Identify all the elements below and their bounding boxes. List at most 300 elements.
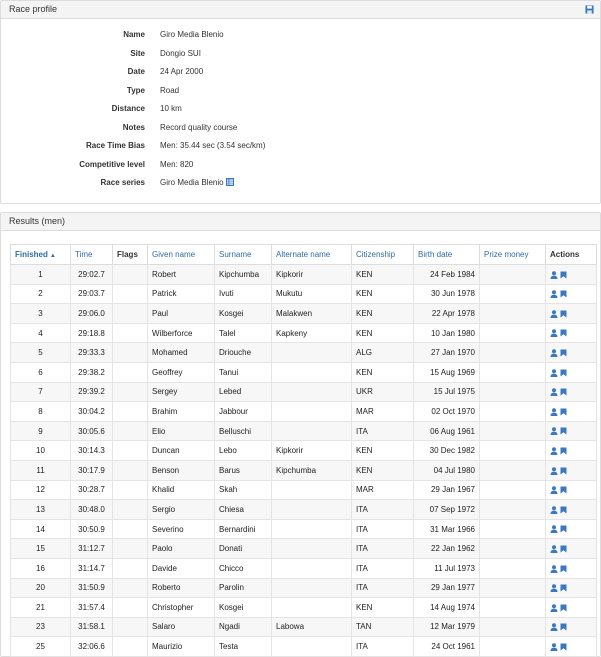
prize-money-cell [480, 519, 546, 539]
finished-cell: 12 [11, 480, 71, 500]
profile-value-text: Dongio SUI [160, 49, 201, 58]
profile-row-race-time-bias [1, 140, 401, 152]
actions-cell [546, 460, 597, 480]
results-panel [0, 212, 601, 657]
given-name-cell: Robert [148, 265, 215, 285]
time-cell: 30:14.3 [71, 441, 113, 461]
bookmark-icon[interactable] [560, 643, 567, 651]
time-cell: 29:38.2 [71, 362, 113, 382]
citizenship-cell: KEN [352, 265, 414, 285]
birth-date-cell: 02 Oct 1970 [414, 402, 480, 422]
birth-date-cell: 24 Feb 1984 [414, 265, 480, 285]
alternate-name-cell [272, 362, 352, 382]
column-header-label: Surname [219, 250, 252, 259]
table-row [11, 558, 597, 578]
citizenship-cell: UKR [352, 382, 414, 402]
flags-cell [113, 500, 148, 520]
athlete-profile-icon[interactable] [550, 623, 558, 631]
surname-cell: Testa [215, 637, 272, 657]
prize-money-cell [480, 480, 546, 500]
profile-label: Type [126, 86, 145, 95]
results-body [11, 265, 597, 657]
given-name-cell: Duncan [148, 441, 215, 461]
flags-cell [113, 421, 148, 441]
table-row [11, 441, 597, 461]
column-header-surname[interactable] [215, 245, 272, 265]
column-header-alternate-name[interactable] [272, 245, 352, 265]
profile-row-type [1, 85, 401, 97]
prize-money-cell [480, 441, 546, 461]
finished-cell: 6 [11, 362, 71, 382]
time-cell: 29:03.7 [71, 284, 113, 304]
birth-date-cell: 14 Aug 1974 [414, 598, 480, 618]
birth-date-cell: 06 Aug 1961 [414, 421, 480, 441]
actions-cell [546, 362, 597, 382]
sort-ascending-icon: ▲ [49, 253, 56, 259]
citizenship-cell: KEN [352, 441, 414, 461]
actions-cell [546, 265, 597, 285]
column-header-label: Flags [117, 250, 138, 259]
profile-row-name [1, 29, 401, 41]
table-row [11, 265, 597, 285]
birth-date-cell: 10 Jan 1980 [414, 323, 480, 343]
surname-cell: Kosgei [215, 304, 272, 324]
athlete-profile-icon[interactable] [550, 467, 558, 475]
time-cell: 29:33.3 [71, 343, 113, 363]
birth-date-cell: 29 Jan 1977 [414, 578, 480, 598]
given-name-cell: Roberto [148, 578, 215, 598]
alternate-name-cell [272, 480, 352, 500]
flags-cell [113, 558, 148, 578]
prize-money-cell [480, 539, 546, 559]
surname-cell: Kosgei [215, 598, 272, 618]
table-row [11, 578, 597, 598]
time-cell: 30:04.2 [71, 402, 113, 422]
flags-cell [113, 402, 148, 422]
athlete-profile-icon[interactable] [550, 388, 558, 396]
time-cell: 30:48.0 [71, 500, 113, 520]
alternate-name-cell: Kipkorir [272, 441, 352, 461]
prize-money-cell [480, 500, 546, 520]
time-cell: 30:28.7 [71, 480, 113, 500]
column-header-given-name[interactable] [148, 245, 215, 265]
table-row [11, 362, 597, 382]
athlete-profile-icon[interactable] [550, 310, 558, 318]
prize-money-cell [480, 421, 546, 441]
prize-money-cell [480, 598, 546, 618]
given-name-cell: Benson [148, 460, 215, 480]
profile-row-notes [1, 122, 401, 134]
athlete-profile-icon[interactable] [550, 565, 558, 573]
flags-cell [113, 480, 148, 500]
prize-money-cell [480, 265, 546, 285]
athlete-profile-icon[interactable] [550, 643, 558, 651]
given-name-cell: Mohamed [148, 343, 215, 363]
bookmark-icon[interactable] [560, 271, 567, 279]
alternate-name-cell: Kipchumba [272, 460, 352, 480]
results-header-row [11, 245, 597, 265]
race-profile-panel [0, 0, 601, 204]
bookmark-icon[interactable] [560, 623, 567, 631]
birth-date-cell: 24 Oct 1961 [414, 637, 480, 657]
surname-cell: Ngadi [215, 617, 272, 637]
bookmark-icon[interactable] [560, 290, 567, 298]
actions-cell [546, 578, 597, 598]
actions-cell [546, 343, 597, 363]
time-cell: 31:12.7 [71, 539, 113, 559]
flags-cell [113, 304, 148, 324]
athlete-profile-icon[interactable] [550, 290, 558, 298]
birth-date-cell: 29 Jan 1967 [414, 480, 480, 500]
column-header-actions [546, 245, 597, 265]
results-heading [1, 213, 600, 231]
profile-value [160, 85, 179, 97]
alternate-name-cell [272, 558, 352, 578]
actions-cell [546, 402, 597, 422]
time-cell: 30:17.9 [71, 460, 113, 480]
prize-money-cell [480, 343, 546, 363]
bookmark-icon[interactable] [560, 545, 567, 553]
surname-cell: Lebo [215, 441, 272, 461]
actions-cell [546, 539, 597, 559]
profile-label: Race Time Bias [86, 141, 145, 150]
profile-value [160, 159, 193, 171]
bookmark-icon[interactable] [560, 447, 567, 455]
column-header-label: Finished [15, 250, 48, 259]
table-row [11, 460, 597, 480]
table-row [11, 421, 597, 441]
actions-cell [546, 558, 597, 578]
given-name-cell: Salaro [148, 617, 215, 637]
alternate-name-cell [272, 500, 352, 520]
flags-cell [113, 578, 148, 598]
citizenship-cell: ITA [352, 637, 414, 657]
time-cell: 30:05.6 [71, 421, 113, 441]
athlete-profile-icon[interactable] [550, 329, 558, 337]
profile-value [160, 66, 203, 78]
given-name-cell: Wilberforce [148, 323, 215, 343]
citizenship-cell: ITA [352, 578, 414, 598]
bookmark-icon[interactable] [560, 388, 567, 396]
profile-value [160, 140, 265, 152]
citizenship-cell: KEN [352, 460, 414, 480]
surname-cell: Skah [215, 480, 272, 500]
bookmark-icon[interactable] [560, 506, 567, 514]
finished-cell: 11 [11, 460, 71, 480]
alternate-name-cell [272, 343, 352, 363]
table-row [11, 284, 597, 304]
profile-row-site [1, 48, 401, 60]
flags-cell [113, 637, 148, 657]
profile-row-competitive-level [1, 159, 401, 171]
birth-date-cell: 07 Sep 1972 [414, 500, 480, 520]
table-row [11, 637, 597, 657]
athlete-profile-icon[interactable] [550, 408, 558, 416]
alternate-name-cell: Labowa [272, 617, 352, 637]
column-header-time[interactable] [71, 245, 113, 265]
athlete-profile-icon[interactable] [550, 604, 558, 612]
citizenship-cell: ALG [352, 343, 414, 363]
surname-cell: Talel [215, 323, 272, 343]
table-row [11, 500, 597, 520]
flags-cell [113, 362, 148, 382]
column-header-label: Actions [550, 250, 580, 259]
table-row [11, 539, 597, 559]
table-row [11, 304, 597, 324]
time-cell: 30:50.9 [71, 519, 113, 539]
flags-cell [113, 539, 148, 559]
profile-value-text: Men: 820 [160, 160, 194, 169]
surname-cell: Lebed [215, 382, 272, 402]
citizenship-cell: KEN [352, 598, 414, 618]
athlete-profile-icon[interactable] [550, 447, 558, 455]
time-cell: 29:18.8 [71, 323, 113, 343]
table-row [11, 519, 597, 539]
given-name-cell: Geoffrey [148, 362, 215, 382]
prize-money-cell [480, 382, 546, 402]
citizenship-cell: KEN [352, 284, 414, 304]
citizenship-cell: ITA [352, 500, 414, 520]
time-cell: 29:06.0 [71, 304, 113, 324]
profile-label: Distance [111, 104, 145, 113]
surname-cell: Barus [215, 460, 272, 480]
flags-cell [113, 265, 148, 285]
flags-cell [113, 617, 148, 637]
citizenship-cell: ITA [352, 558, 414, 578]
finished-cell: 4 [11, 323, 71, 343]
table-row [11, 402, 597, 422]
bookmark-icon[interactable] [560, 369, 567, 377]
birth-date-cell: 15 Jul 1975 [414, 382, 480, 402]
surname-cell: Kipchumba [215, 265, 272, 285]
actions-cell [546, 500, 597, 520]
flags-cell [113, 519, 148, 539]
bookmark-icon[interactable] [560, 467, 567, 475]
table-row [11, 343, 597, 363]
citizenship-cell: KEN [352, 323, 414, 343]
finished-cell: 5 [11, 343, 71, 363]
finished-cell: 16 [11, 558, 71, 578]
profile-value-text: 24 Apr 2000 [160, 67, 204, 76]
prize-money-cell [480, 323, 546, 343]
alternate-name-cell: Malakwen [272, 304, 352, 324]
flags-cell [113, 441, 148, 461]
time-cell: 31:50.9 [71, 578, 113, 598]
bookmark-icon[interactable] [560, 584, 567, 592]
profile-value [160, 29, 224, 41]
citizenship-cell: KEN [352, 304, 414, 324]
time-cell: 31:57.4 [71, 598, 113, 618]
surname-cell: Chiesa [215, 500, 272, 520]
given-name-cell: Patrick [148, 284, 215, 304]
surname-cell: Parolin [215, 578, 272, 598]
flags-cell [113, 323, 148, 343]
profile-value [160, 122, 237, 134]
alternate-name-cell [272, 598, 352, 618]
finished-cell: 2 [11, 284, 71, 304]
bookmark-icon[interactable] [560, 525, 567, 533]
athlete-profile-icon[interactable] [550, 525, 558, 533]
actions-cell [546, 598, 597, 618]
series-list-icon[interactable] [226, 178, 234, 186]
profile-value [160, 103, 182, 115]
surname-cell: Donati [215, 539, 272, 559]
finished-cell: 8 [11, 402, 71, 422]
prize-money-cell [480, 304, 546, 324]
prize-money-cell [480, 284, 546, 304]
bookmark-icon[interactable] [560, 486, 567, 494]
athlete-profile-icon[interactable] [550, 369, 558, 377]
profile-label: Site [130, 49, 145, 58]
actions-cell [546, 323, 597, 343]
prize-money-cell [480, 402, 546, 422]
column-header-label: Birth date [418, 250, 453, 259]
prize-money-cell [480, 362, 546, 382]
finished-cell: 15 [11, 539, 71, 559]
profile-value-text[interactable]: Giro Media Blenio [160, 178, 224, 187]
citizenship-cell: ITA [352, 539, 414, 559]
finished-cell: 20 [11, 578, 71, 598]
bookmark-icon[interactable] [560, 565, 567, 573]
alternate-name-cell [272, 402, 352, 422]
column-header-label: Alternate name [276, 250, 331, 259]
athlete-profile-icon[interactable] [550, 506, 558, 514]
athlete-profile-icon[interactable] [550, 427, 558, 435]
alternate-name-cell: Mukutu [272, 284, 352, 304]
time-cell: 29:39.2 [71, 382, 113, 402]
actions-cell [546, 480, 597, 500]
birth-date-cell: 30 Jun 1978 [414, 284, 480, 304]
prize-money-cell [480, 637, 546, 657]
birth-date-cell: 22 Apr 1978 [414, 304, 480, 324]
time-cell: 29:02.7 [71, 265, 113, 285]
save-icon[interactable] [585, 5, 594, 14]
prize-money-cell [480, 578, 546, 598]
alternate-name-cell: Kipkorir [272, 265, 352, 285]
prize-money-cell [480, 558, 546, 578]
table-row [11, 480, 597, 500]
finished-cell: 1 [11, 265, 71, 285]
profile-value-text: Record quality course [160, 123, 238, 132]
bookmark-icon[interactable] [560, 310, 567, 318]
profile-label: Race series [100, 178, 145, 187]
given-name-cell: Maurizio [148, 637, 215, 657]
column-header-citizenship[interactable] [352, 245, 414, 265]
race-profile-title: Race profile [9, 4, 58, 14]
profile-label: Competitive level [79, 160, 145, 169]
given-name-cell: Paul [148, 304, 215, 324]
alternate-name-cell [272, 382, 352, 402]
profile-value-text: Giro Media Blenio [160, 30, 224, 39]
column-header-label: Time [75, 250, 93, 259]
actions-cell [546, 382, 597, 402]
flags-cell [113, 460, 148, 480]
finished-cell: 10 [11, 441, 71, 461]
finished-cell: 14 [11, 519, 71, 539]
profile-value-text: 10 km [160, 104, 182, 113]
athlete-profile-icon[interactable] [550, 545, 558, 553]
given-name-cell: Brahim [148, 402, 215, 422]
bookmark-icon[interactable] [560, 349, 567, 357]
column-header-birth-date[interactable] [414, 245, 480, 265]
birth-date-cell: 04 Jul 1980 [414, 460, 480, 480]
profile-row-distance [1, 103, 401, 115]
bookmark-icon[interactable] [560, 329, 567, 337]
birth-date-cell: 15 Aug 1969 [414, 362, 480, 382]
column-header-finished[interactable] [11, 245, 71, 265]
given-name-cell: Davide [148, 558, 215, 578]
bookmark-icon[interactable] [560, 408, 567, 416]
profile-value-text: Men: 35.44 sec (3.54 sec/km) [160, 141, 266, 150]
time-cell: 31:14.7 [71, 558, 113, 578]
given-name-cell: Sergio [148, 500, 215, 520]
bookmark-icon[interactable] [560, 604, 567, 612]
column-header-label: Citizenship [356, 250, 396, 259]
column-header-label: Given name [152, 250, 196, 259]
results-title: Results (men) [9, 216, 66, 226]
citizenship-cell: KEN [352, 362, 414, 382]
finished-cell: 9 [11, 421, 71, 441]
column-header-flags [113, 245, 148, 265]
time-cell: 32:06.6 [71, 637, 113, 657]
alternate-name-cell [272, 637, 352, 657]
prize-money-cell [480, 617, 546, 637]
flags-cell [113, 343, 148, 363]
given-name-cell: Khalid [148, 480, 215, 500]
surname-cell: Driouche [215, 343, 272, 363]
athlete-profile-icon[interactable] [550, 349, 558, 357]
profile-value[interactable] [160, 177, 234, 189]
alternate-name-cell [272, 519, 352, 539]
athlete-profile-icon[interactable] [550, 486, 558, 494]
athlete-profile-icon[interactable] [550, 584, 558, 592]
actions-cell [546, 284, 597, 304]
given-name-cell: Elio [148, 421, 215, 441]
results-table [10, 244, 597, 657]
finished-cell: 21 [11, 598, 71, 618]
column-header-label: Prize money [484, 250, 529, 259]
alternate-name-cell: Kapkeny [272, 323, 352, 343]
actions-cell [546, 304, 597, 324]
given-name-cell: Severino [148, 519, 215, 539]
actions-cell [546, 519, 597, 539]
column-header-prize-money[interactable] [480, 245, 546, 265]
athlete-profile-icon[interactable] [550, 271, 558, 279]
profile-label: Notes [122, 123, 145, 132]
surname-cell: Chicco [215, 558, 272, 578]
profile-row-race-series [1, 177, 401, 189]
alternate-name-cell [272, 578, 352, 598]
profile-label: Date [127, 67, 145, 76]
surname-cell: Tanui [215, 362, 272, 382]
flags-cell [113, 598, 148, 618]
birth-date-cell: 11 Jul 1973 [414, 558, 480, 578]
flags-cell [113, 284, 148, 304]
actions-cell [546, 441, 597, 461]
citizenship-cell: MAR [352, 402, 414, 422]
finished-cell: 7 [11, 382, 71, 402]
bookmark-icon[interactable] [560, 427, 567, 435]
table-row [11, 382, 597, 402]
actions-cell [546, 421, 597, 441]
profile-row-date [1, 66, 401, 78]
alternate-name-cell [272, 421, 352, 441]
actions-cell [546, 637, 597, 657]
time-cell: 31:58.1 [71, 617, 113, 637]
citizenship-cell: TAN [352, 617, 414, 637]
citizenship-cell: MAR [352, 480, 414, 500]
finished-cell: 13 [11, 500, 71, 520]
